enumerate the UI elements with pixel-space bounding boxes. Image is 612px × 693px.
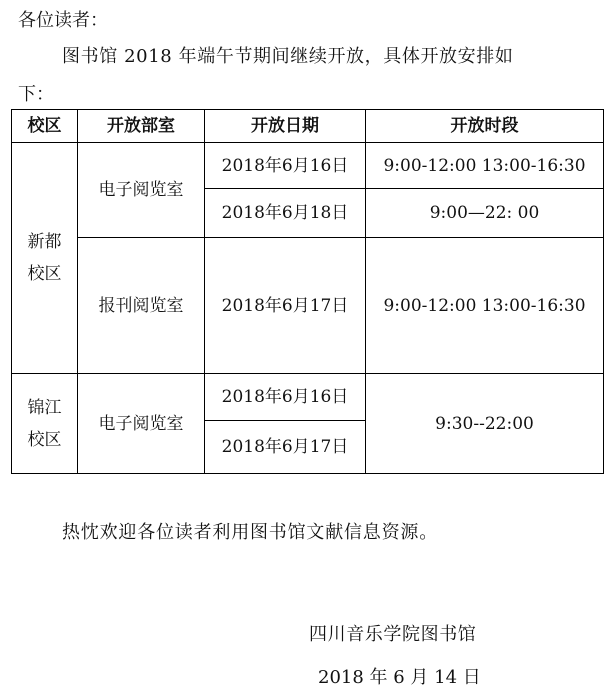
header-date: 开放日期 <box>205 110 366 143</box>
hours-cell: 9:00-12:00 13:00-16:30 <box>366 238 604 374</box>
hours-cell: 9:00-12:00 13:00-16:30 <box>366 143 604 189</box>
table-row <box>12 238 604 374</box>
intro-paragraph-line2: 下： <box>18 84 54 105</box>
date-cell: 2018年6月17日 <box>205 238 366 374</box>
date-cell: 2018年6月17日 <box>205 421 366 474</box>
campus-cell-xindu <box>12 143 78 374</box>
header-room: 开放部室 <box>78 110 205 143</box>
table-row <box>12 143 604 189</box>
campus-name: 锦江校区 <box>27 397 62 450</box>
hours-cell: 9:00—22: 00 <box>366 189 604 238</box>
room-cell: 电子阅览室 <box>78 374 205 474</box>
table-header-row <box>12 110 604 143</box>
date-cell: 2018年6月18日 <box>205 189 366 238</box>
room-cell: 报刊阅览室 <box>78 238 205 374</box>
header-campus: 校区 <box>12 110 78 143</box>
room-cell: 电子阅览室 <box>78 143 205 238</box>
greeting: 各位读者： <box>18 10 108 31</box>
opening-schedule-table <box>11 109 604 474</box>
closing-sentence: 热忱欢迎各位读者利用图书馆文献信息资源。 <box>62 522 438 543</box>
intro-paragraph-line1: 图书馆 2018 年端午节期间继续开放，具体开放安排如 <box>62 46 514 67</box>
signature-date: 2018 年 6 月 14 日 <box>318 667 481 688</box>
campus-name: 新都校区 <box>27 232 62 284</box>
campus-cell-jinjiang <box>12 374 78 474</box>
date-cell: 2018年6月16日 <box>205 374 366 421</box>
date-cell: 2018年6月16日 <box>205 143 366 189</box>
table-row <box>12 374 604 421</box>
header-hours: 开放时段 <box>366 110 604 143</box>
signature-org: 四川音乐学院图书馆 <box>309 624 477 645</box>
hours-cell: 9:30--22:00 <box>366 374 604 474</box>
